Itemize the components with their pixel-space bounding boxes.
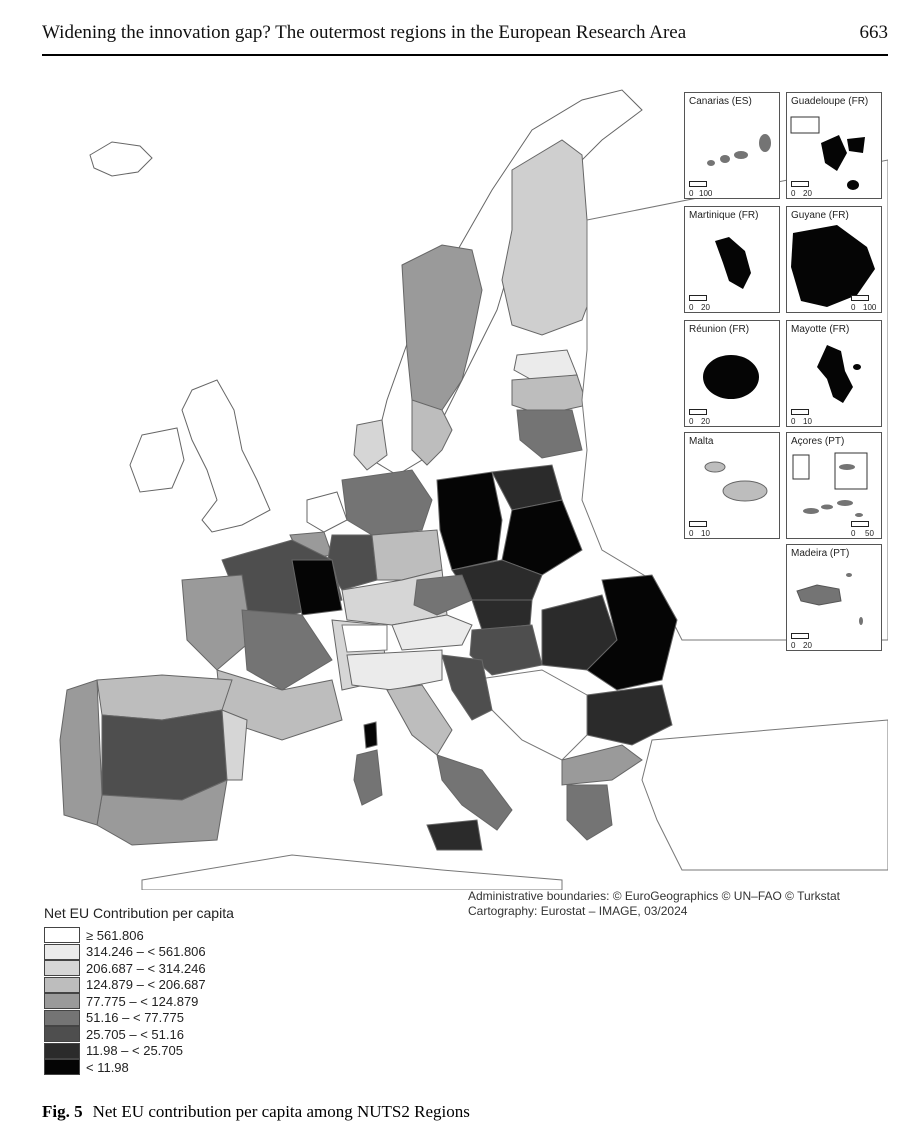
scale-end: 100 bbox=[699, 189, 713, 198]
scale-end: 20 bbox=[803, 641, 812, 650]
region-balkans bbox=[472, 670, 587, 760]
region-united-kingdom bbox=[182, 380, 270, 532]
inset-reunion bbox=[684, 320, 780, 427]
region-france-centre bbox=[242, 610, 332, 690]
region-greece-north bbox=[562, 745, 642, 785]
legend-label: 11.98 – < 25.705 bbox=[86, 1043, 183, 1059]
inset-label: Madeira (PT) bbox=[791, 548, 850, 559]
scale-end: 10 bbox=[803, 417, 812, 426]
region-spain-east bbox=[222, 710, 247, 780]
region-north-africa bbox=[142, 855, 562, 890]
region-latvia bbox=[512, 375, 587, 415]
credits-boundaries: Administrative boundaries: © EuroGeographics © UN–FAO © Turkstat bbox=[468, 889, 841, 903]
scale-bar-icon bbox=[791, 409, 809, 415]
scale-end: 20 bbox=[701, 303, 710, 312]
legend-row bbox=[44, 1026, 234, 1043]
legend-row bbox=[44, 977, 234, 994]
figure-caption bbox=[42, 1102, 470, 1122]
scale-bar-icon bbox=[689, 295, 707, 301]
scale-start: 0 bbox=[851, 529, 856, 538]
inset-label: Martinique (FR) bbox=[689, 210, 759, 221]
scale-start: 0 bbox=[689, 189, 694, 198]
region-iceland bbox=[90, 142, 152, 176]
scale-start: 0 bbox=[791, 189, 796, 198]
legend-label: 51.16 – < 77.775 bbox=[86, 1010, 184, 1026]
region-poland-east bbox=[502, 500, 582, 575]
legend-label: 206.687 – < 314.246 bbox=[86, 960, 206, 976]
legend-swatch bbox=[44, 1059, 80, 1075]
legend-row bbox=[44, 1043, 234, 1060]
inset-guyane bbox=[786, 206, 882, 313]
scale-bar-icon bbox=[689, 181, 707, 187]
europe-choropleth-map bbox=[42, 80, 888, 890]
legend-swatch bbox=[44, 944, 80, 960]
inset-madeira bbox=[786, 544, 882, 651]
inset-malta bbox=[684, 432, 780, 539]
legend-swatch bbox=[44, 927, 80, 943]
running-head-title: Widening the innovation gap? The outermost regions in the European Research Area bbox=[42, 22, 687, 43]
legend-row bbox=[44, 944, 234, 961]
legend-row bbox=[44, 1010, 234, 1027]
legend-label: 77.775 – < 124.879 bbox=[86, 993, 199, 1009]
region-italy-centre bbox=[387, 685, 452, 755]
legend-label: 124.879 – < 206.687 bbox=[86, 977, 206, 993]
region-greece-south bbox=[567, 785, 612, 840]
scale-bar-icon bbox=[689, 521, 707, 527]
inset-label: Guyane (FR) bbox=[791, 210, 849, 221]
region-sicily bbox=[427, 820, 482, 850]
region-czechia bbox=[414, 575, 472, 615]
legend-row bbox=[44, 1059, 234, 1076]
scale-start: 0 bbox=[851, 303, 856, 312]
region-turkey bbox=[642, 720, 888, 870]
scale-end: 20 bbox=[701, 417, 710, 426]
region-ireland bbox=[130, 428, 184, 492]
region-france-west bbox=[182, 575, 252, 670]
scale-start: 0 bbox=[791, 417, 796, 426]
map-credits bbox=[468, 889, 840, 919]
scale-start: 0 bbox=[791, 641, 796, 650]
region-corsica bbox=[364, 722, 377, 748]
inset-label: Réunion (FR) bbox=[689, 324, 750, 335]
inset-acores bbox=[786, 432, 882, 539]
page-number: 663 bbox=[859, 22, 888, 43]
legend-swatch bbox=[44, 1043, 80, 1059]
figure-number: Fig. 5 bbox=[42, 1102, 83, 1121]
scale-end: 10 bbox=[701, 529, 710, 538]
legend-swatch bbox=[44, 993, 80, 1009]
legend-row bbox=[44, 927, 234, 944]
inset-canarias bbox=[684, 92, 780, 199]
legend-title: Net EU Contribution per capita bbox=[44, 905, 234, 921]
region-switzerland bbox=[342, 625, 387, 652]
legend-label: 314.246 – < 561.806 bbox=[86, 944, 206, 960]
inset-label: Guadeloupe (FR) bbox=[791, 96, 869, 107]
running-head bbox=[42, 22, 888, 56]
legend-label: < 11.98 bbox=[86, 1059, 129, 1075]
legend-swatch bbox=[44, 977, 80, 993]
region-germany-north bbox=[342, 470, 432, 535]
region-netherlands bbox=[307, 492, 347, 532]
legend-swatch bbox=[44, 1026, 80, 1042]
scale-start: 0 bbox=[689, 529, 694, 538]
region-poland-west bbox=[437, 472, 502, 570]
scale-bar-icon bbox=[689, 409, 707, 415]
legend-label: 25.705 – < 51.16 bbox=[86, 1026, 184, 1042]
inset-label: Mayotte (FR) bbox=[791, 324, 850, 335]
credits-cartography: Cartography: Eurostat – IMAGE, 03/2024 bbox=[468, 904, 688, 918]
inset-martinique bbox=[684, 206, 780, 313]
legend-swatch bbox=[44, 1010, 80, 1026]
scale-bar-icon bbox=[851, 295, 869, 301]
region-bulgaria bbox=[587, 685, 672, 745]
scale-end: 100 bbox=[863, 303, 877, 312]
figure-caption-text: Net EU contribution per capita among NUTS2 Regions bbox=[92, 1102, 470, 1121]
region-lithuania bbox=[517, 410, 582, 458]
scale-end: 50 bbox=[865, 529, 874, 538]
scale-bar-icon bbox=[791, 633, 809, 639]
region-sardinia bbox=[354, 750, 382, 805]
region-italy-south bbox=[437, 755, 512, 830]
scale-start: 0 bbox=[689, 417, 694, 426]
inset-guadeloupe bbox=[786, 92, 882, 199]
region-italy-north bbox=[347, 650, 442, 690]
inset-label: Açores (PT) bbox=[791, 436, 845, 447]
legend-label: ≥ 561.806 bbox=[86, 927, 144, 943]
region-finland bbox=[502, 140, 597, 335]
legend-swatch bbox=[44, 960, 80, 976]
inset-mayotte bbox=[786, 320, 882, 427]
legend-row bbox=[44, 993, 234, 1010]
scale-bar-icon bbox=[791, 181, 809, 187]
map-legend bbox=[44, 905, 234, 1076]
scale-end: 20 bbox=[803, 189, 812, 198]
region-portugal bbox=[60, 680, 102, 825]
inset-label: Malta bbox=[689, 436, 714, 447]
scale-bar-icon bbox=[851, 521, 869, 527]
region-spain-centre bbox=[102, 710, 227, 800]
scale-start: 0 bbox=[689, 303, 694, 312]
legend-rows bbox=[44, 927, 234, 1076]
legend-row bbox=[44, 960, 234, 977]
inset-label: Canarias (ES) bbox=[689, 96, 752, 107]
